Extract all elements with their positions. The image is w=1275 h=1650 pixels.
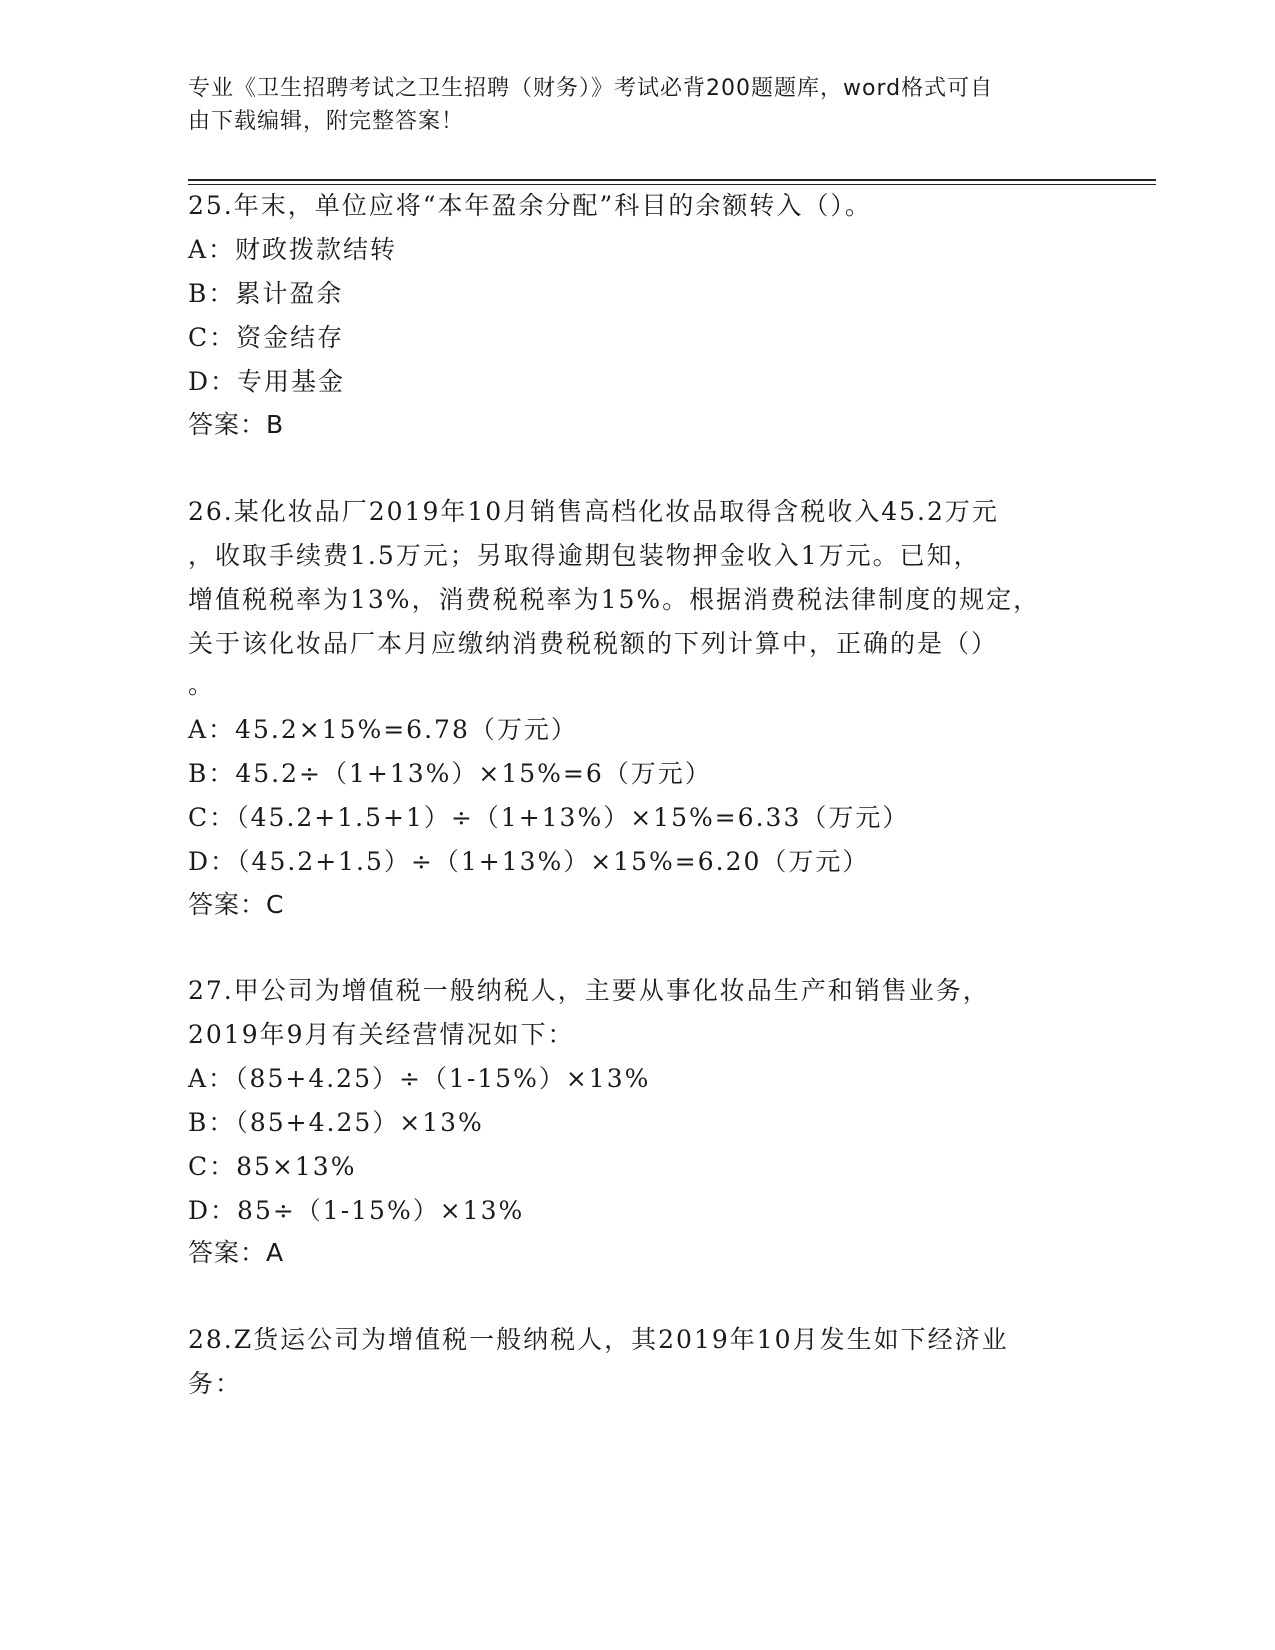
document-header [188,72,1068,138]
question-27-answer: 答案：A [188,1238,285,1267]
question-27-stem-line-1: 27.甲公司为增值税一般纳税人，主要从事化妆品生产和销售业务， [188,976,990,1005]
question-26-option-a: A：45.2×15%=6.78（万元） [188,715,578,744]
question-25-option-c: C：资金结存 [188,323,345,352]
question-25-stem: 25.年末，单位应将“本年盈余分配”科目的余额转入（）。 [188,191,872,220]
question-27-option-b: B：（85+4.25）×13% [188,1108,484,1137]
question-26-option-b: B：45.2÷（1+13%）×15%=6（万元） [188,759,712,788]
question-26-option-d: D：（45.2+1.5）÷（1+13%）×15%=6.20（万元） [188,847,870,876]
header-divider-thin [188,184,1156,185]
question-25-option-b: B：累计盈余 [188,279,344,308]
question-27-option-d: D：85÷（1-15%）×13% [188,1196,525,1225]
question-27-option-c: C：85×13% [188,1152,357,1181]
header-line-1: 专业《卫生招聘考试之卫生招聘（财务）》考试必背200题题库，word格式可自 [188,76,994,101]
question-28-stem-line-1: 28.Z货运公司为增值税一般纳税人，其2019年10月发生如下经济业 [188,1325,1009,1354]
question-26-stem-line-2: ，收取手续费1.5万元；另取得逾期包装物押金收入1万元。已知， [188,541,981,570]
question-27-option-a: A：（85+4.25）÷（1-15%）×13% [188,1064,651,1093]
question-27-stem-line-2: 2019年9月有关经营情况如下： [188,1020,575,1049]
question-25-option-d: D：专用基金 [188,367,346,396]
question-25-option-a: A：财政拨款结转 [188,235,398,264]
question-25-answer: 答案：B [188,410,285,439]
header-line-2: 由下载编辑，附完整答案！ [188,109,465,134]
question-26-stem-line-1: 26.某化妆品厂2019年10月销售高档化妆品取得含税收入45.2万元 [188,497,999,526]
question-28-stem-line-2: 务： [188,1369,243,1398]
question-26-stem-line-4: 关于该化妆品厂本月应缴纳消费税税额的下列计算中，正确的是（） [188,629,999,658]
question-26-option-c: C：（45.2+1.5+1）÷（1+13%）×15%=6.33（万元） [188,803,910,832]
question-26-stem-line-3: 增值税税率为13%，消费税税率为15%。根据消费税法律制度的规定， [188,585,1041,614]
header-divider [188,179,1156,181]
question-26-answer: 答案：C [188,890,285,919]
question-26-stem-line-5: 。 [188,670,216,699]
